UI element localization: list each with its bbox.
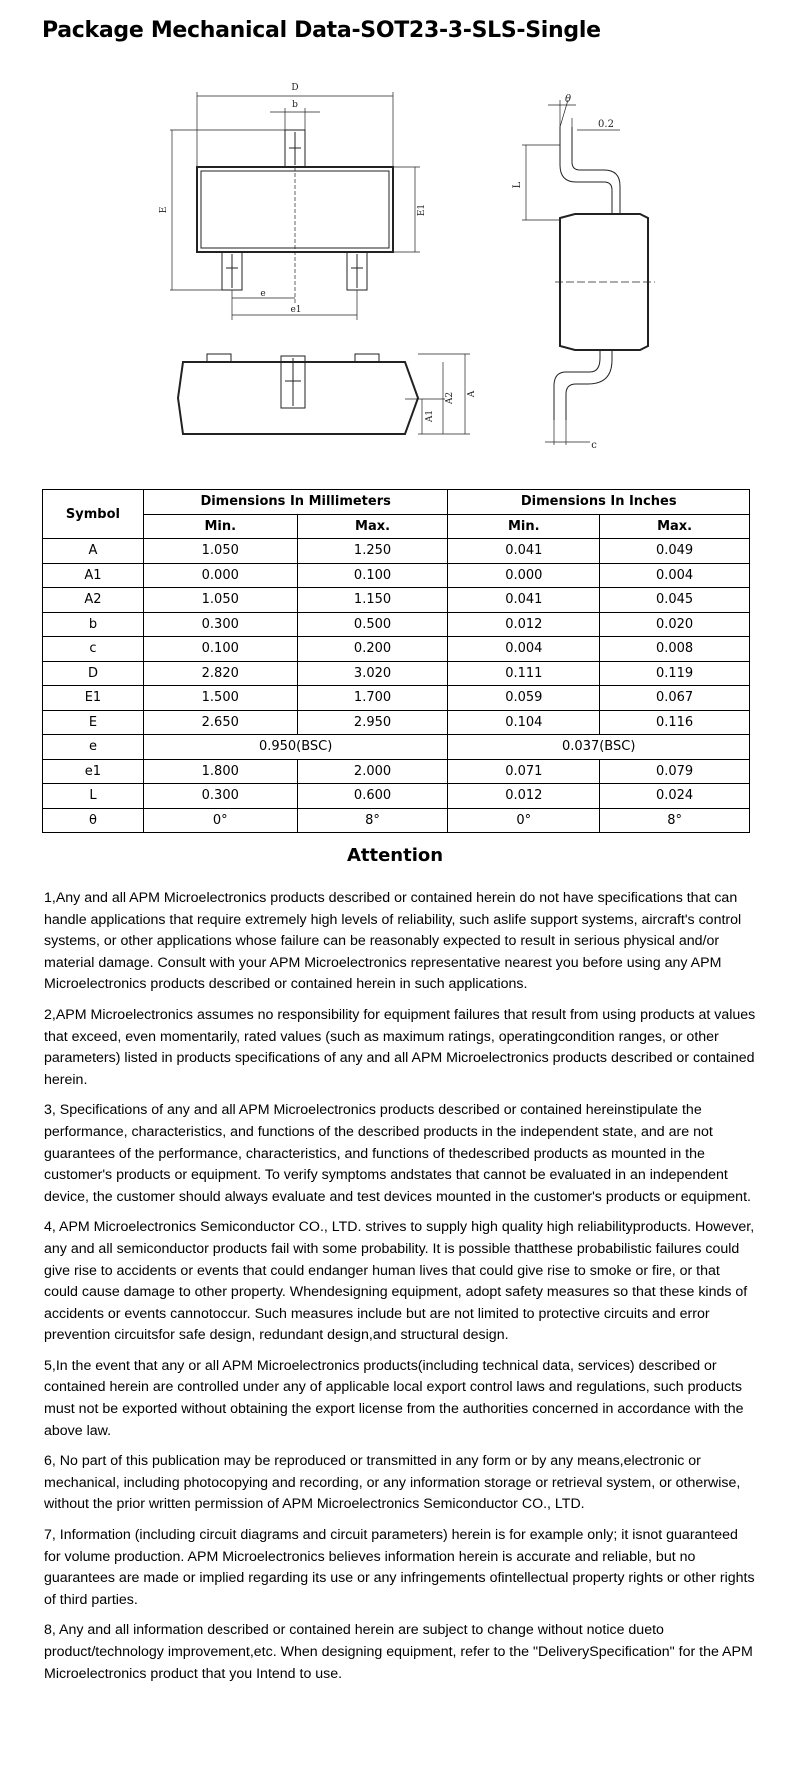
- table-row: [43, 637, 750, 662]
- symbol-cell: A1: [43, 563, 144, 588]
- mm-max-cell: 2.950: [297, 710, 448, 735]
- mm-max-cell: 3.020: [297, 661, 448, 686]
- in-min-cell: 0.059: [448, 686, 600, 711]
- label-0-2: 0.2: [598, 119, 614, 130]
- mm-max-cell: 1.150: [297, 588, 448, 613]
- attention-paragraph-4: 4, APM Microelectronics Semiconductor CO., LTD. strives to supply high quality high reliabilityproducts. However, any and all semiconductor products fail with some probability. It is possible thatthese probabilistic failures could give rise to accidents or events that could endanger human lives that could give rise to smoke or fire, or that could cause damage to other property. Whendesigning equipment, adopt safety measures so that these kinds of accidents or events cannotoccur. Such measures include but are not limited to protective circuits and error prevention circuitsfor safe design, redundant design,and structural design.: [44, 1219, 755, 1344]
- attention-notes: [44, 888, 756, 1694]
- side-view-labels: [512, 94, 614, 451]
- attention-paragraph-8: 8, Any and all information described or contained herein are subject to change without notice dueto product/technology improvement,etc. When designing equipment, refer to the "DeliverySpecification" for the APM Microelectronics product that you Intend to use.: [44, 1622, 753, 1682]
- mm-max-cell: 2.000: [297, 759, 448, 784]
- in-min-cell: 0.012: [448, 612, 600, 637]
- symbol-cell: D: [43, 661, 144, 686]
- in-min-cell: 0.004: [448, 637, 600, 662]
- top-view: [170, 92, 420, 320]
- table-row: [43, 759, 750, 784]
- in-max-cell: 0.067: [600, 686, 750, 711]
- table-row: [43, 686, 750, 711]
- mm-max-cell: 1.700: [297, 686, 448, 711]
- front-view-labels: [425, 390, 477, 423]
- mm-max-cell: 1.250: [297, 539, 448, 564]
- in-max-cell: 0.045: [600, 588, 750, 613]
- symbol-cell: E1: [43, 686, 144, 711]
- mm-min-cell: 1.800: [143, 759, 297, 784]
- in-max-cell: 0.024: [600, 784, 750, 809]
- attention-paragraph-5: 5,In the event that any or all APM Microelectronics products(including technical data, services) described or contained herein are controlled under any of applicable local export control laws and regulations, such products must not be exported without obtaining the export license from the authorities concerned in accordance with the above law.: [44, 1357, 744, 1439]
- mm-max-header: Max.: [297, 514, 448, 539]
- mm-min-cell: 1.050: [143, 588, 297, 613]
- mm-max-cell: 0.100: [297, 563, 448, 588]
- mm-min-cell: 0.100: [143, 637, 297, 662]
- mm-min-cell: 0.300: [143, 612, 297, 637]
- symbol-cell: L: [43, 784, 144, 809]
- in-min-cell: 0.041: [448, 588, 600, 613]
- table-row: [43, 784, 750, 809]
- table-row: [43, 612, 750, 637]
- attention-paragraph-3: 3, Specifications of any and all APM Microelectronics products described or contained hereinstipulate the performance, characteristics, and functions of the described products in the independent state, and are not guarantees of the performance, characteristics, and functions of thedescribed products as mounted in the customer's products or equipment. To verify symptoms andstates that cannot be evaluated in an independent device, the customer should always evaluate and test devices mounted in the customer's products or equipment.: [44, 1102, 751, 1205]
- label-A2: A2: [445, 391, 455, 405]
- mm-min-cell: 0.000: [143, 563, 297, 588]
- mm-max-cell: 0.200: [297, 637, 448, 662]
- table-row: [43, 563, 750, 588]
- symbol-cell: e1: [43, 759, 144, 784]
- mm-min-cell: 1.050: [143, 539, 297, 564]
- in-max-cell: 0.079: [600, 759, 750, 784]
- symbol-cell: A2: [43, 588, 144, 613]
- label-theta: θ: [564, 94, 572, 105]
- mm-max-cell: 0.600: [297, 784, 448, 809]
- dimensions-table: [42, 489, 750, 833]
- symbol-header: Symbol: [43, 490, 144, 539]
- mm-min-cell: 0.300: [143, 784, 297, 809]
- mm-min-cell: 2.820: [143, 661, 297, 686]
- mechanical-drawing: [0, 70, 790, 470]
- in-min-cell: 0.104: [448, 710, 600, 735]
- table-row: [43, 539, 750, 564]
- label-D: D: [291, 83, 299, 93]
- label-A1: A1: [425, 409, 435, 423]
- mm-min-cell: 2.650: [143, 710, 297, 735]
- table-row: [43, 588, 750, 613]
- in-max-cell: 0.020: [600, 612, 750, 637]
- mm-bsc-cell: 0.950(BSC): [143, 735, 448, 760]
- mm-header: Dimensions In Millimeters: [143, 490, 448, 515]
- attention-paragraph-2: 2,APM Microelectronics assumes no responsibility for equipment failures that result from using products at values that exceed, even momentarily, rated values (such as maximum ratings, operatingcondition ranges, or other parameters) listed in products specifications of any and all APM Microelectronics products described or contained herein.: [44, 1006, 756, 1088]
- attention-paragraph-6: 6, No part of this publication may be reproduced or transmitted in any form or by any means,electronic or mechanical, including photocopying and recording, or any information storage or retrieval system, or otherwise, without the prior written permission of APM Microelectronics Semiconductor CO., LTD.: [44, 1453, 741, 1513]
- mm-min-cell: 1.500: [143, 686, 297, 711]
- in-max-cell: 0.119: [600, 661, 750, 686]
- label-E1: E1: [417, 203, 427, 217]
- mm-min-cell: 0°: [143, 808, 297, 833]
- symbol-cell: A: [43, 539, 144, 564]
- package-outline-svg: [0, 70, 790, 470]
- in-max-cell: 0.004: [600, 563, 750, 588]
- page-title: Package Mechanical Data-SOT23-3-SLS-Single: [42, 18, 601, 43]
- in-max-header: Max.: [600, 514, 750, 539]
- symbol-cell: e: [43, 735, 144, 760]
- in-min-header: Min.: [448, 514, 600, 539]
- table-row: [43, 808, 750, 833]
- inch-header: Dimensions In Inches: [448, 490, 750, 515]
- label-c: c: [591, 440, 597, 451]
- label-A: A: [467, 390, 477, 398]
- in-max-cell: 8°: [600, 808, 750, 833]
- mm-max-cell: 8°: [297, 808, 448, 833]
- label-E: E: [159, 206, 169, 214]
- in-max-cell: 0.049: [600, 539, 750, 564]
- symbol-cell: θ: [43, 808, 144, 833]
- in-min-cell: 0°: [448, 808, 600, 833]
- attention-paragraph-1: 1,Any and all APM Microelectronics products described or contained herein do not have specifications that can handle applications that require extremely high levels of reliability, such aslife support systems, aircraft's control systems, or other applications whose failure can be reasonably expected to result in serious physical and/or material damage. Consult with your APM Microelectronics representative nearest you before using any APM Microelectronics products described or contained herein in such applications.: [44, 890, 742, 993]
- label-b: b: [292, 100, 298, 110]
- symbol-cell: c: [43, 637, 144, 662]
- mm-min-header: Min.: [143, 514, 297, 539]
- attention-paragraph-7: 7, Information (including circuit diagrams and circuit parameters) herein is for example only; it isnot guaranteed for volume production. APM Microelectronics believes information herein is accurate and reliable, but no guarantees are made or implied regarding its use or any infringements ofintellectual property rights or other rights of third parties.: [44, 1527, 755, 1608]
- label-L: L: [512, 181, 523, 189]
- symbol-cell: E: [43, 710, 144, 735]
- in-min-cell: 0.071: [448, 759, 600, 784]
- in-min-cell: 0.041: [448, 539, 600, 564]
- table-row: [43, 735, 750, 760]
- label-e1: e1: [290, 305, 302, 315]
- in-min-cell: 0.012: [448, 784, 600, 809]
- in-min-cell: 0.111: [448, 661, 600, 686]
- in-max-cell: 0.116: [600, 710, 750, 735]
- table-row: [43, 661, 750, 686]
- attention-heading: Attention: [346, 845, 444, 866]
- in-min-cell: 0.000: [448, 563, 600, 588]
- table-row: [43, 710, 750, 735]
- side-view: [522, 100, 655, 445]
- label-e: e: [260, 289, 266, 299]
- in-max-cell: 0.008: [600, 637, 750, 662]
- mm-max-cell: 0.500: [297, 612, 448, 637]
- top-view-labels: [159, 83, 427, 315]
- in-bsc-cell: 0.037(BSC): [448, 735, 750, 760]
- symbol-cell: b: [43, 612, 144, 637]
